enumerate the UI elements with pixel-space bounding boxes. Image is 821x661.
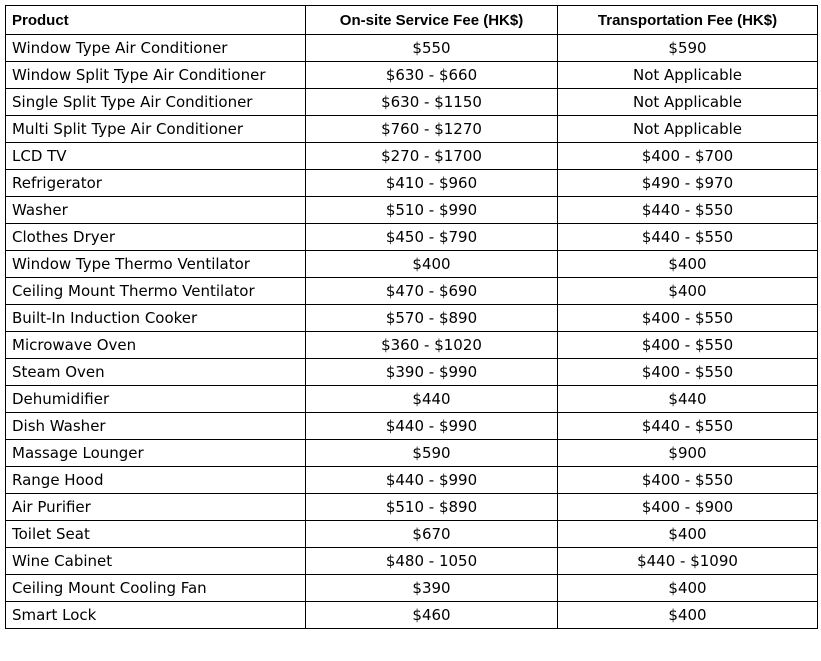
product-cell: Single Split Type Air Conditioner bbox=[6, 89, 306, 116]
onsite-fee-cell: $670 bbox=[306, 521, 558, 548]
transport-fee-cell: Not Applicable bbox=[558, 116, 818, 143]
transport-fee-cell: Not Applicable bbox=[558, 89, 818, 116]
onsite-fee-cell: $760 - $1270 bbox=[306, 116, 558, 143]
table-row bbox=[6, 224, 818, 251]
header-onsite-fee: On-site Service Fee (HK$) bbox=[306, 6, 558, 35]
table-row bbox=[6, 413, 818, 440]
product-cell: Ceiling Mount Cooling Fan bbox=[6, 575, 306, 602]
transport-fee-cell: $400 bbox=[558, 575, 818, 602]
table-row bbox=[6, 386, 818, 413]
transport-fee-cell: $400 - $550 bbox=[558, 467, 818, 494]
table-row bbox=[6, 575, 818, 602]
product-cell: Multi Split Type Air Conditioner bbox=[6, 116, 306, 143]
onsite-fee-cell: $550 bbox=[306, 35, 558, 62]
onsite-fee-cell: $390 - $990 bbox=[306, 359, 558, 386]
onsite-fee-cell: $270 - $1700 bbox=[306, 143, 558, 170]
transport-fee-cell: $440 - $1090 bbox=[558, 548, 818, 575]
product-cell: Smart Lock bbox=[6, 602, 306, 629]
table-row bbox=[6, 440, 818, 467]
table-row bbox=[6, 467, 818, 494]
table-row bbox=[6, 305, 818, 332]
transport-fee-cell: $490 - $970 bbox=[558, 170, 818, 197]
transport-fee-cell: Not Applicable bbox=[558, 62, 818, 89]
table-row bbox=[6, 548, 818, 575]
onsite-fee-cell: $510 - $890 bbox=[306, 494, 558, 521]
product-cell: LCD TV bbox=[6, 143, 306, 170]
product-cell: Refrigerator bbox=[6, 170, 306, 197]
table-row bbox=[6, 62, 818, 89]
product-cell: Ceiling Mount Thermo Ventilator bbox=[6, 278, 306, 305]
table-row bbox=[6, 89, 818, 116]
onsite-fee-cell: $400 bbox=[306, 251, 558, 278]
table-row bbox=[6, 332, 818, 359]
transport-fee-cell: $400 - $550 bbox=[558, 332, 818, 359]
product-cell: Dehumidifier bbox=[6, 386, 306, 413]
product-cell: Window Type Air Conditioner bbox=[6, 35, 306, 62]
product-cell: Window Split Type Air Conditioner bbox=[6, 62, 306, 89]
table-row bbox=[6, 251, 818, 278]
table-row bbox=[6, 116, 818, 143]
onsite-fee-cell: $570 - $890 bbox=[306, 305, 558, 332]
transport-fee-cell: $440 - $550 bbox=[558, 224, 818, 251]
product-cell: Toilet Seat bbox=[6, 521, 306, 548]
header-row bbox=[6, 6, 818, 35]
product-cell: Microwave Oven bbox=[6, 332, 306, 359]
transport-fee-cell: $400 - $550 bbox=[558, 359, 818, 386]
product-cell: Wine Cabinet bbox=[6, 548, 306, 575]
transport-fee-cell: $400 bbox=[558, 602, 818, 629]
table-header bbox=[6, 6, 818, 35]
onsite-fee-cell: $510 - $990 bbox=[306, 197, 558, 224]
table-body bbox=[6, 35, 818, 629]
transport-fee-cell: $440 - $550 bbox=[558, 197, 818, 224]
table-row bbox=[6, 521, 818, 548]
product-cell: Range Hood bbox=[6, 467, 306, 494]
onsite-fee-cell: $440 - $990 bbox=[306, 467, 558, 494]
table-row bbox=[6, 494, 818, 521]
transport-fee-cell: $400 bbox=[558, 251, 818, 278]
table-row bbox=[6, 278, 818, 305]
onsite-fee-cell: $410 - $960 bbox=[306, 170, 558, 197]
table-row bbox=[6, 35, 818, 62]
table-row bbox=[6, 197, 818, 224]
onsite-fee-cell: $440 - $990 bbox=[306, 413, 558, 440]
product-cell: Air Purifier bbox=[6, 494, 306, 521]
product-cell: Window Type Thermo Ventilator bbox=[6, 251, 306, 278]
table-row bbox=[6, 170, 818, 197]
transport-fee-cell: $900 bbox=[558, 440, 818, 467]
header-product: Product bbox=[6, 6, 306, 35]
product-cell: Clothes Dryer bbox=[6, 224, 306, 251]
onsite-fee-cell: $590 bbox=[306, 440, 558, 467]
header-transport-fee: Transportation Fee (HK$) bbox=[558, 6, 818, 35]
product-cell: Dish Washer bbox=[6, 413, 306, 440]
onsite-fee-cell: $630 - $1150 bbox=[306, 89, 558, 116]
transport-fee-cell: $440 - $550 bbox=[558, 413, 818, 440]
table-row bbox=[6, 359, 818, 386]
table-row bbox=[6, 143, 818, 170]
onsite-fee-cell: $630 - $660 bbox=[306, 62, 558, 89]
onsite-fee-cell: $470 - $690 bbox=[306, 278, 558, 305]
transport-fee-cell: $400 - $900 bbox=[558, 494, 818, 521]
service-fee-table bbox=[5, 5, 818, 629]
transport-fee-cell: $440 bbox=[558, 386, 818, 413]
onsite-fee-cell: $360 - $1020 bbox=[306, 332, 558, 359]
transport-fee-cell: $590 bbox=[558, 35, 818, 62]
transport-fee-cell: $400 - $700 bbox=[558, 143, 818, 170]
product-cell: Massage Lounger bbox=[6, 440, 306, 467]
onsite-fee-cell: $450 - $790 bbox=[306, 224, 558, 251]
product-cell: Built-In Induction Cooker bbox=[6, 305, 306, 332]
product-cell: Washer bbox=[6, 197, 306, 224]
onsite-fee-cell: $460 bbox=[306, 602, 558, 629]
transport-fee-cell: $400 bbox=[558, 278, 818, 305]
onsite-fee-cell: $440 bbox=[306, 386, 558, 413]
product-cell: Steam Oven bbox=[6, 359, 306, 386]
transport-fee-cell: $400 - $550 bbox=[558, 305, 818, 332]
transport-fee-cell: $400 bbox=[558, 521, 818, 548]
table-row bbox=[6, 602, 818, 629]
onsite-fee-cell: $480 - 1050 bbox=[306, 548, 558, 575]
onsite-fee-cell: $390 bbox=[306, 575, 558, 602]
